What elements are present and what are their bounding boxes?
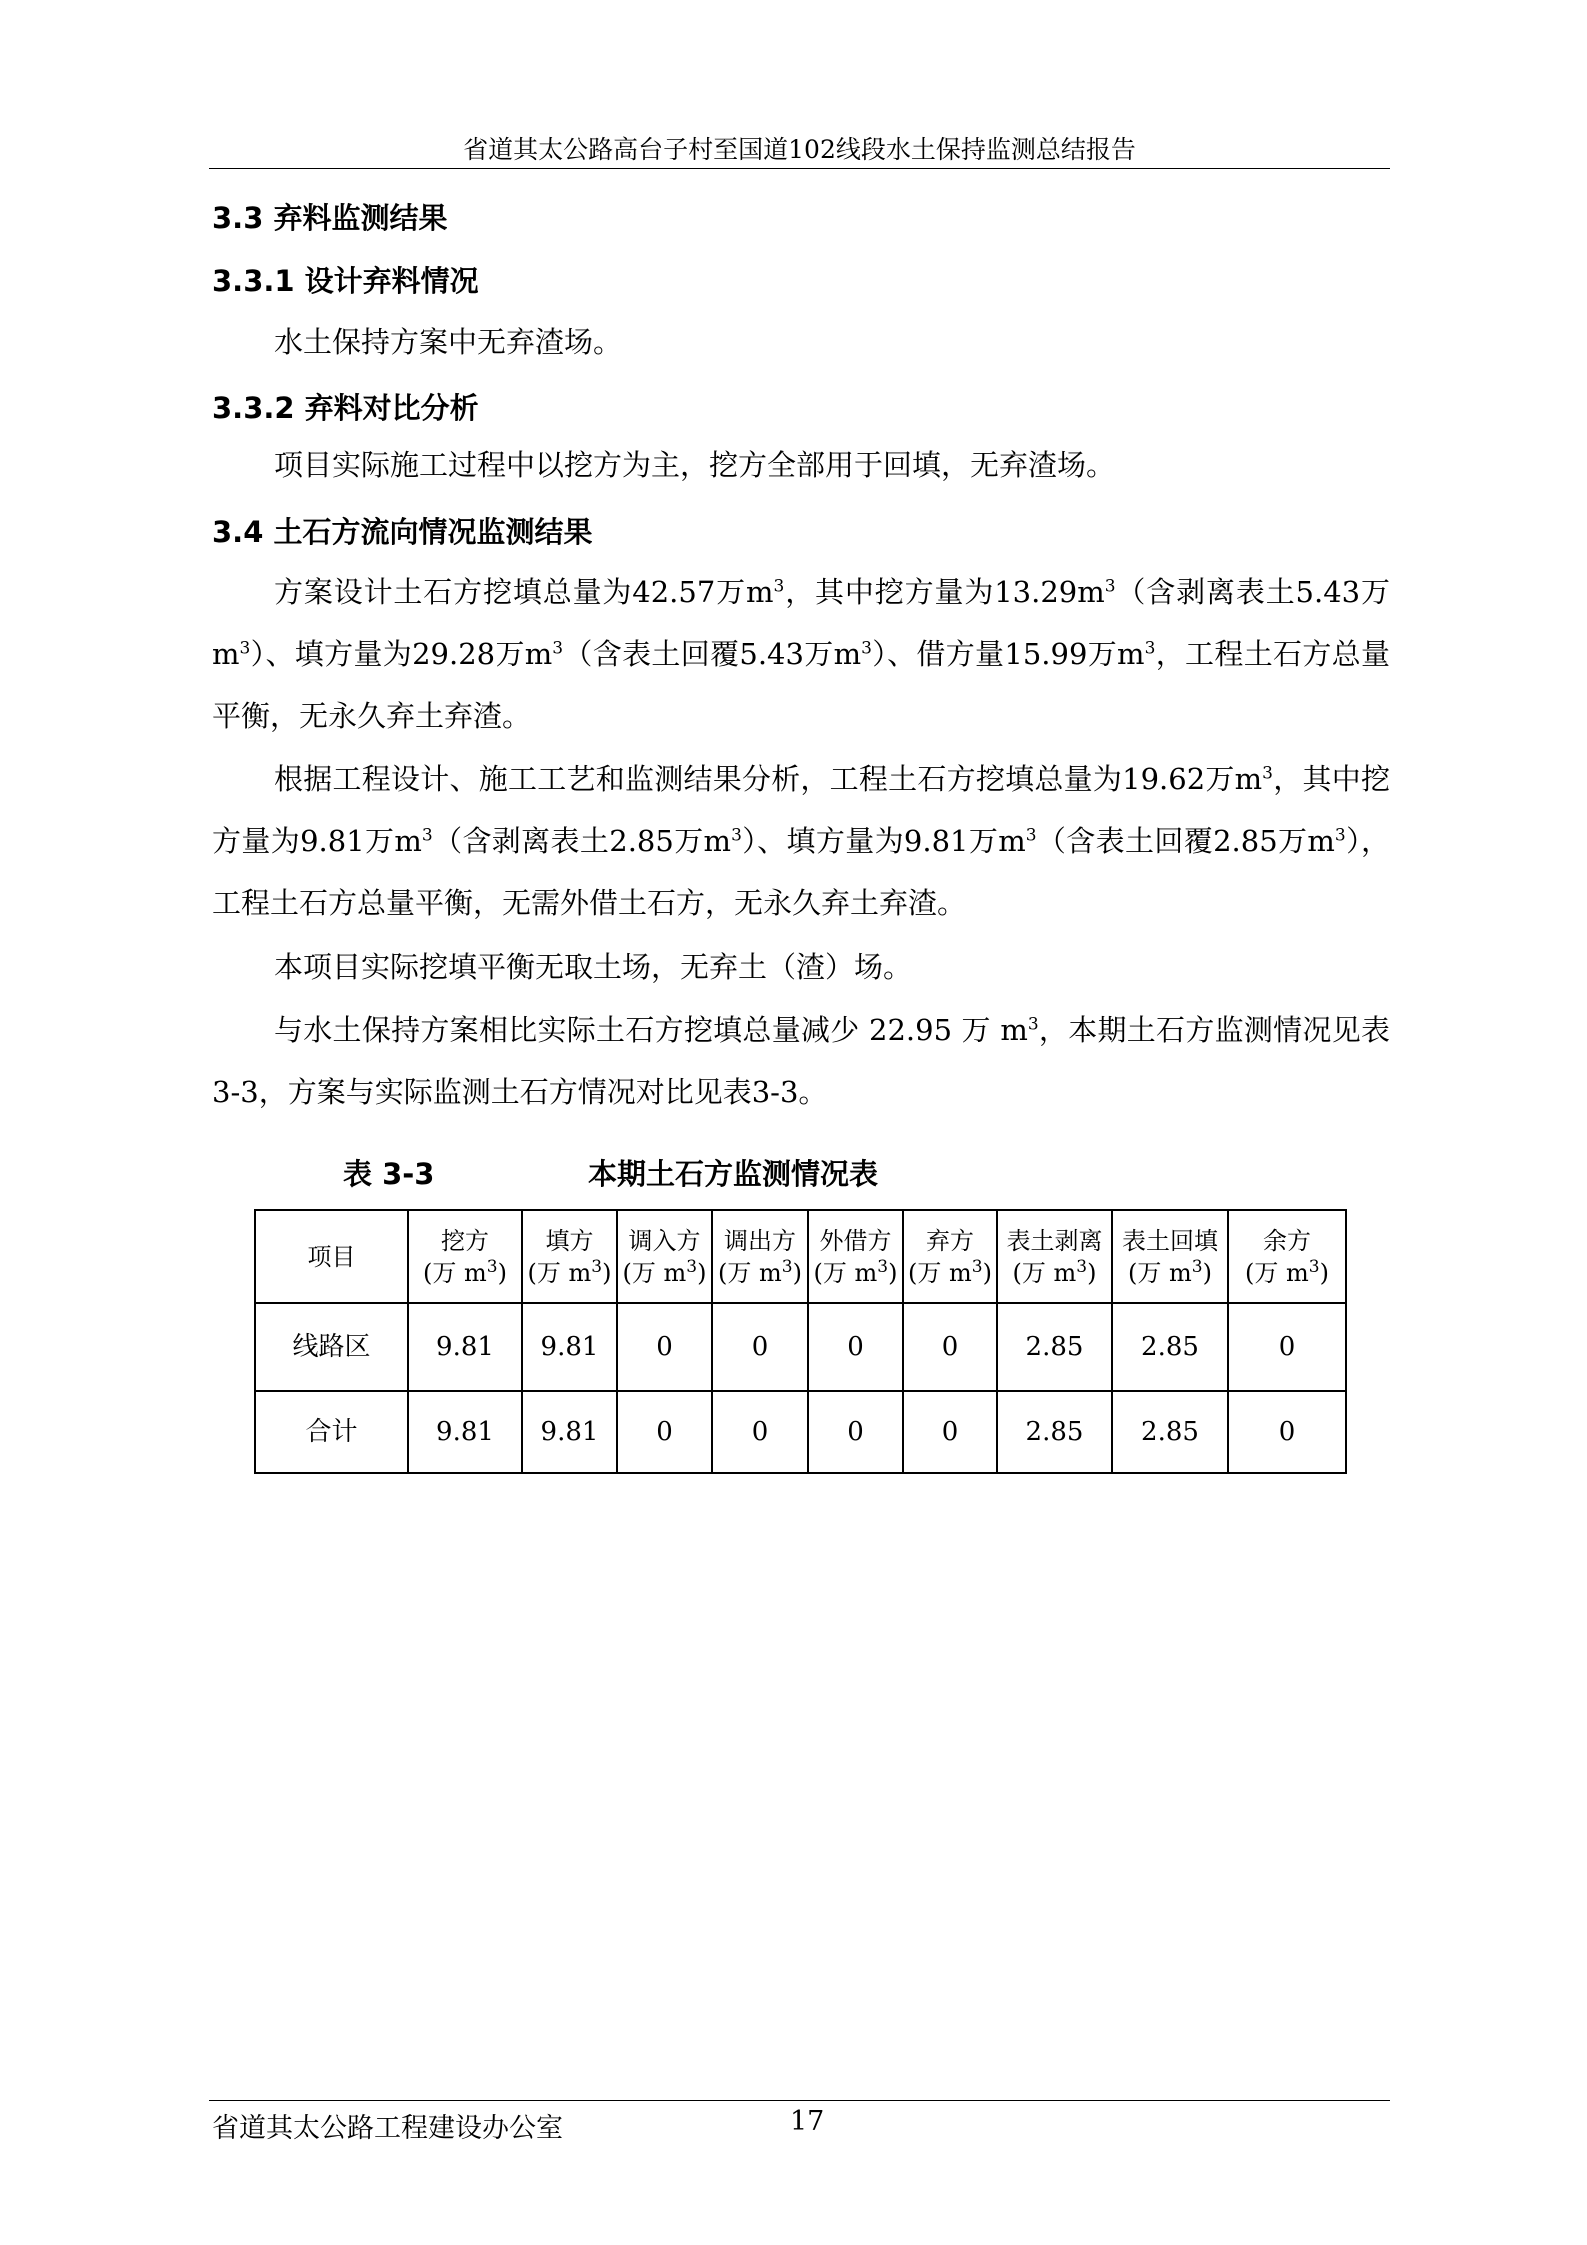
table-title: 本期土石方监测情况表 <box>588 1157 879 1191</box>
table-cell: 2.85 <box>1112 1303 1228 1391</box>
column-unit: (万 $m^3$) <box>527 1256 612 1287</box>
header-rule <box>209 168 1390 169</box>
heading-3-3-1: 3.3.1 设计弃料情况 <box>212 264 479 298</box>
paragraph-balance: 本项目实际挖填平衡无取土场，无弃土（渣）场。 <box>274 950 913 984</box>
header-4 <box>808 1210 903 1303</box>
column-unit: (万 $m^3$) <box>1012 1256 1097 1287</box>
table-row <box>255 1391 1346 1473</box>
table-cell: 0 <box>808 1303 903 1391</box>
superscript: 3 <box>1025 825 1037 846</box>
column-name: 余方 <box>1263 1226 1311 1255</box>
superscript: 3 <box>421 825 433 846</box>
heading-3-4: 3.4 土石方流向情况监测结果 <box>212 515 593 549</box>
table-cell: 2.85 <box>997 1391 1112 1473</box>
text-run: ），工程土石方总量平衡，无需外借土石方，无永久弃土弃渣。 <box>212 824 1390 920</box>
column-unit: (万 $m^3$) <box>1245 1256 1329 1287</box>
header-2 <box>617 1210 712 1303</box>
paragraph-no-spoil: 水土保持方案中无弃渣场。 <box>274 325 623 359</box>
text-run: 方案设计土石方挖填总量为42.57万m <box>274 575 774 609</box>
column-unit: (万 $m^3$) <box>718 1256 802 1287</box>
superscript: 3 <box>1262 763 1273 784</box>
superscript: 3 <box>1027 1014 1039 1035</box>
table-cell: 9.81 <box>408 1303 522 1391</box>
running-header: 省道其太公路高台子村至国道102线段水土保持监测总结报告 <box>463 135 1136 164</box>
table-cell: 0 <box>712 1303 808 1391</box>
superscript: 3 <box>731 825 742 846</box>
superscript: 3 <box>861 638 872 659</box>
header-7 <box>1112 1210 1228 1303</box>
table-cell: 9.81 <box>522 1391 617 1473</box>
text-run: ，其中挖方量为13.29m <box>784 575 1105 609</box>
text-run: ）、填方量为29.28万m <box>250 637 553 671</box>
paragraph-spoil-analysis: 项目实际施工过程中以挖方为主，挖方全部用于回填，无弃渣场。 <box>274 448 1116 482</box>
table-cell: 0 <box>808 1391 903 1473</box>
table-cell: 0 <box>617 1391 712 1473</box>
text-run: ，其中挖方量为9.81万m <box>212 762 1390 858</box>
text-run: ，本期土石方监测情况见表3-3，方案与实际监测土石方情况对比见表3-3。 <box>212 1013 1390 1109</box>
paragraph-design <box>212 561 1390 747</box>
text-run: （含表土回覆2.85万m <box>1036 824 1335 858</box>
header-item: 项目 <box>255 1210 408 1303</box>
table-row <box>255 1303 1346 1391</box>
column-name: 弃方 <box>926 1226 974 1255</box>
header-5 <box>903 1210 997 1303</box>
text-run: （含剥离表土2.85万m <box>432 824 732 858</box>
column-unit: (万 $m^3$) <box>908 1256 992 1287</box>
text-run: 与水土保持方案相比实际土石方挖填总量减少 22.95 万 m <box>274 1013 1028 1047</box>
footer-rule <box>209 2100 1390 2101</box>
heading-3-3-2: 3.3.2 弃料对比分析 <box>212 391 479 425</box>
superscript: 3 <box>239 638 251 659</box>
text-run: ）、借方量15.99万m <box>871 637 1145 671</box>
header-1 <box>522 1210 617 1303</box>
superscript: 3 <box>1334 825 1346 846</box>
heading-3-3: 3.3 弃料监测结果 <box>212 201 448 235</box>
superscript: 3 <box>773 576 785 597</box>
text-run: ，工程土石方总量平衡，无永久弃土弃渣。 <box>212 637 1390 733</box>
header-0 <box>408 1210 522 1303</box>
column-unit: (万 $m^3$) <box>622 1256 707 1287</box>
footer-org: 省道其太公路工程建设办公室 <box>212 2113 563 2144</box>
text-run: ）、填方量为9.81万m <box>741 824 1026 858</box>
table-cell: 0 <box>712 1391 808 1473</box>
header-3 <box>712 1210 808 1303</box>
superscript: 3 <box>1144 638 1156 659</box>
column-name: 填方 <box>545 1226 594 1255</box>
table-cell: 0 <box>1228 1391 1346 1473</box>
header-6 <box>997 1210 1112 1303</box>
row-label: 合计 <box>255 1391 408 1473</box>
header-8 <box>1228 1210 1346 1303</box>
page-number: 17 <box>790 2106 825 2137</box>
column-unit: (万 $m^3$) <box>423 1256 507 1287</box>
column-unit: (万 $m^3$) <box>813 1256 898 1287</box>
text-run: （含剥离表土5.43万m <box>212 575 1390 671</box>
table-cell: 2.85 <box>1112 1391 1228 1473</box>
superscript: 3 <box>552 638 564 659</box>
table-cell: 2.85 <box>997 1303 1112 1391</box>
earthwork-table <box>254 1209 1347 1474</box>
row-label: 线路区 <box>255 1303 408 1391</box>
table-cell: 9.81 <box>522 1303 617 1391</box>
table-cell: 0 <box>617 1303 712 1391</box>
paragraph-actual <box>212 748 1390 934</box>
table-cell: 9.81 <box>408 1391 522 1473</box>
column-unit: (万 $m^3$) <box>1128 1256 1212 1287</box>
table-cell: 0 <box>903 1391 997 1473</box>
superscript: 3 <box>1104 576 1116 597</box>
table-cell: 0 <box>903 1303 997 1391</box>
column-name: 调出方 <box>724 1226 796 1255</box>
column-name: 外借方 <box>819 1226 892 1255</box>
paragraph-compare <box>212 999 1390 1123</box>
text-run: （含表土回覆5.43万m <box>563 637 862 671</box>
column-name: 表土回填 <box>1122 1226 1218 1255</box>
column-name: 调入方 <box>628 1226 701 1255</box>
text-run: 根据工程设计、施工工艺和监测结果分析，工程土石方挖填总量为19.62万m <box>274 762 1263 796</box>
table-cell: 0 <box>1228 1303 1346 1391</box>
table-number: 表 3-3 <box>343 1157 435 1191</box>
column-name: 挖方 <box>441 1226 489 1255</box>
column-name: 表土剥离 <box>1006 1226 1103 1255</box>
